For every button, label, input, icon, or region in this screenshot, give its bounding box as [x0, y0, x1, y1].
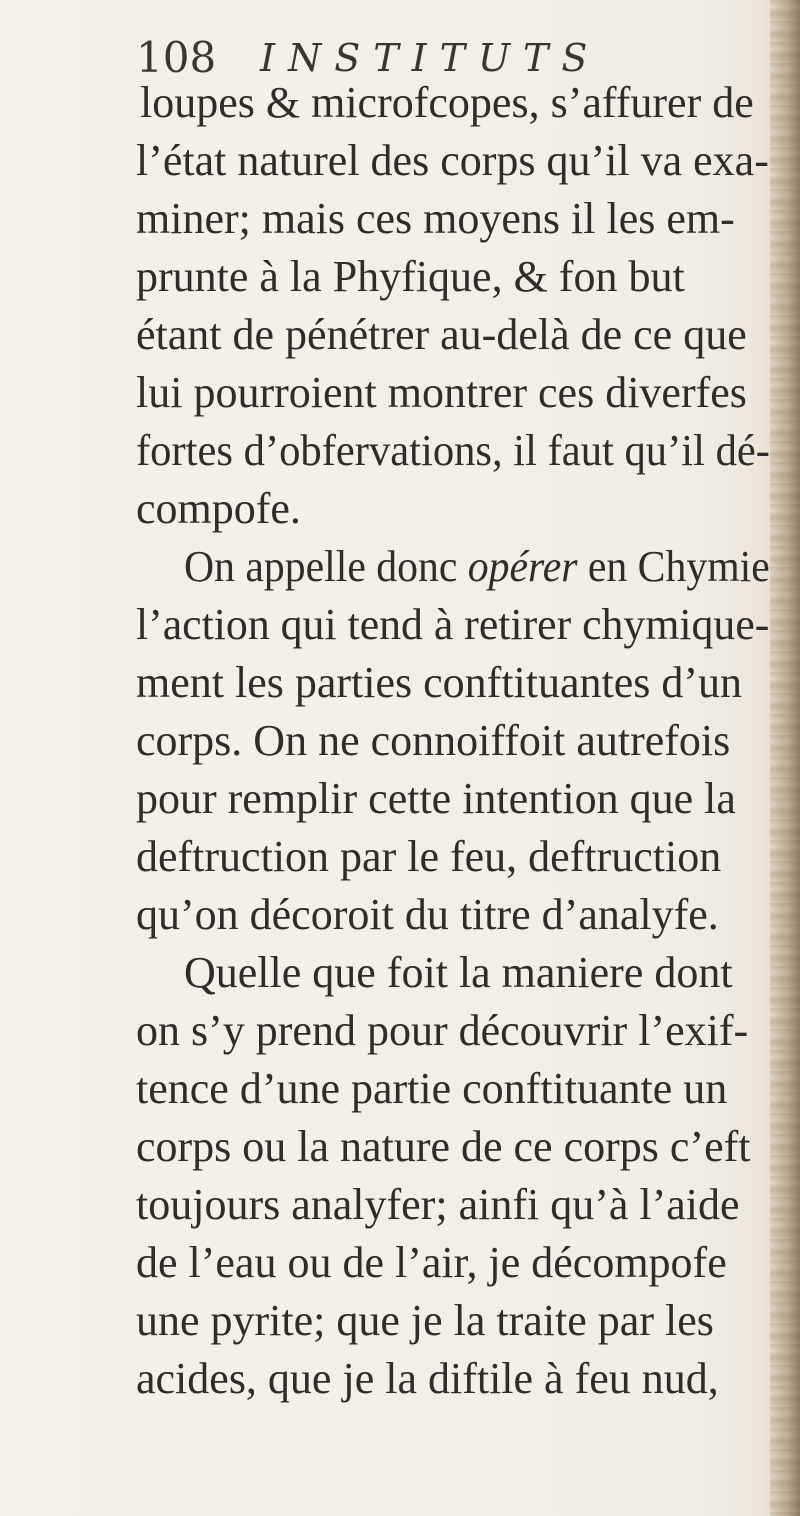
text-segment: en Chymie	[577, 542, 770, 591]
text-line: deftruction par le feu, deftruction	[136, 832, 722, 881]
text-line-paragraph-start: Quelle que foit la maniere dont	[184, 948, 733, 997]
text-line: de l’eau ou de l’air, je décompofe	[136, 1238, 727, 1287]
page-number: 108	[136, 33, 217, 82]
text-line-paragraph-start	[184, 540, 770, 594]
page-edge-shadow	[770, 0, 800, 1516]
text-line: l’état naturel des corps qu’il va exa-	[136, 136, 769, 185]
text-line: miner; mais ces moyens il les em-	[136, 194, 735, 243]
text-line: prunte à la Phyfique, & fon but	[136, 252, 685, 301]
text-line: l’action qui tend à retirer chymique-	[136, 600, 770, 649]
text-line: une pyrite; que je la traite par les	[136, 1296, 714, 1345]
text-line: corps ou la nature de ce corps c’eft	[136, 1122, 751, 1171]
text-line: fortes d’obfervations, il faut qu’il dé-	[136, 426, 770, 475]
text-line: compofe.	[136, 484, 301, 533]
text-segment: On appelle donc	[184, 542, 468, 591]
text-line: corps. On ne connoiffoit autrefois	[136, 716, 731, 765]
text-line: tence d’une partie conftituante un	[136, 1064, 728, 1113]
text-line: lui pourroient montrer ces diverfes	[136, 368, 747, 417]
text-line: étant de pénétrer au-delà de ce que	[136, 310, 747, 359]
text-line: toujours analyfer; ainfi qu’à l’aide	[136, 1180, 740, 1229]
text-line: ment les parties conftituantes d’un	[136, 658, 743, 707]
text-line: loupes & microfcopes, s’affurer de	[140, 78, 754, 127]
text-line: pour remplir cette intention que la	[136, 774, 736, 823]
text-line: on s’y prend pour découvrir l’exif-	[136, 1006, 749, 1055]
running-title: INSTITUTS	[260, 36, 601, 80]
text-line: qu’on décoroit du titre d’analyfe.	[136, 890, 719, 939]
italic-term: opérer	[467, 542, 578, 591]
text-line: acides, que je la diftile à feu nud,	[136, 1354, 719, 1403]
